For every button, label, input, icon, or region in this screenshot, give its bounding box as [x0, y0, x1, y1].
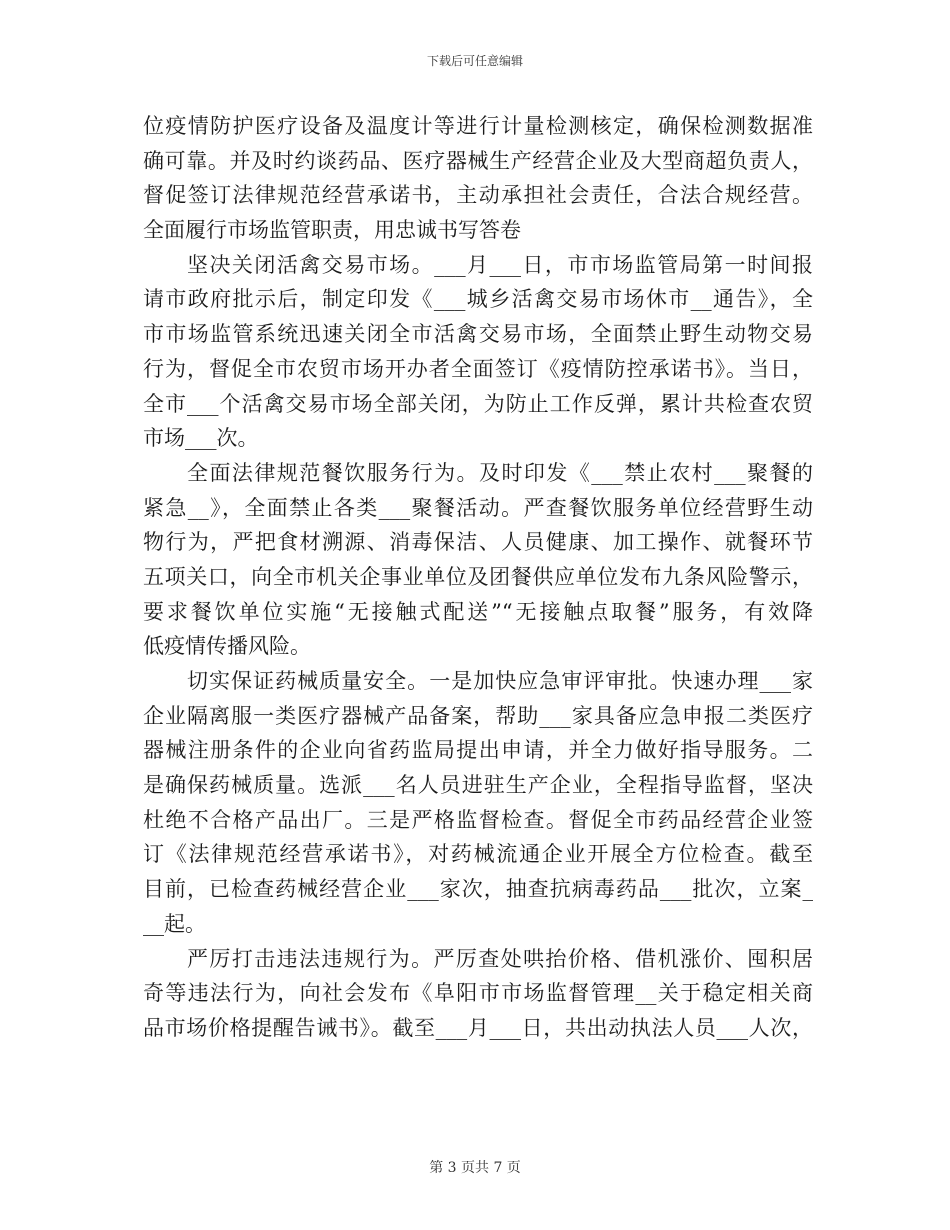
text-line: 是确保药械质量。选派___名人员进驻生产企业，全程指导监督，坚决 [143, 773, 813, 798]
text-line: 品市场价格提醒告诫书》。截至___月___日，共出动执法人员___人次， [143, 1015, 813, 1040]
paragraph-first-line: 坚决关闭活禽交易市场。___月___日，市市场监管局第一时间报 [187, 252, 813, 277]
page-header: 下载后可任意编辑 [426, 54, 523, 68]
text-line: 市市场监管系统迅速关闭全市活禽交易市场，全面禁止野生动物交易 [143, 322, 813, 347]
text-line: 器械注册条件的企业向省药监局提出申请，并全力做好指导服务。二 [143, 738, 813, 763]
paragraph-first-line: 严厉打击违法违规行为。严厉查处哄抬价格、借机涨价、囤积居 [187, 946, 813, 971]
text-line: 确可靠。并及时约谈药品、医疗器械生产经营企业及大型商超负责人， [143, 148, 813, 173]
text-line: 物行为，严把食材溯源、消毒保洁、人员健康、加工操作、就餐环节 [143, 530, 813, 555]
text-line: 位疫情防护医疗设备及温度计等进行计量检测核定，确保检测数据准 [143, 114, 813, 138]
text-line: 全面履行市场监管职责，用忠诚书写答卷 [143, 218, 521, 243]
text-line: 低疫情传播风险。 [143, 634, 311, 659]
text-line: 要求餐饮单位实施“无接触式配送”“无接触点取餐”服务，有效降 [143, 599, 813, 624]
text-line: 市场___次。 [143, 426, 259, 451]
paragraph-first-line: 切实保证药械质量安全。一是加快应急审评审批。快速办理___家 [187, 669, 813, 693]
text-line: 订《法律规范经营承诺书》，对药械流通企业开展全方位检查。截至 [143, 842, 813, 867]
text-line: 紧急__》，全面禁止各类___聚餐活动。严查餐饮服务单位经营野生动 [143, 495, 813, 520]
text-line: 督促签订法律规范经营承诺书，主动承担社会责任，合法合规经营。 [143, 183, 813, 208]
text-line: 全市___个活禽交易市场全部关闭，为防止工作反弹，累计共检查农贸 [143, 391, 813, 416]
paragraph-first-line: 全面法律规范餐饮服务行为。及时印发《___禁止农村___聚餐的 [187, 460, 813, 485]
text-line: 杜绝不合格产品出厂。三是严格监督检查。督促全市药品经营企业签 [143, 807, 813, 832]
text-line: 行为，督促全市农贸市场开办者全面签订《疫情防控承诺书》。当日， [143, 356, 813, 381]
text-line: 请市政府批示后，制定印发《___城乡活禽交易市场休市__通告》，全 [143, 287, 813, 312]
text-line: 目前，已检查药械经营企业___家次，抽查抗病毒药品___批次，立案_ [143, 877, 813, 902]
text-line: 企业隔离服一类医疗器械产品备案，帮助___家具备应急申报二类医疗 [143, 703, 813, 728]
document-body [143, 110, 813, 1047]
text-line: 五项关口，向全市机关企事业单位及团餐供应单位发布九条风险警示， [143, 564, 813, 589]
page-number: 第 3 页共 7 页 [429, 1160, 521, 1176]
text-line: 奇等违法行为，向社会发布《阜阳市市场监督管理__关于稳定相关商 [143, 981, 813, 1006]
text-line: __起。 [143, 911, 206, 936]
